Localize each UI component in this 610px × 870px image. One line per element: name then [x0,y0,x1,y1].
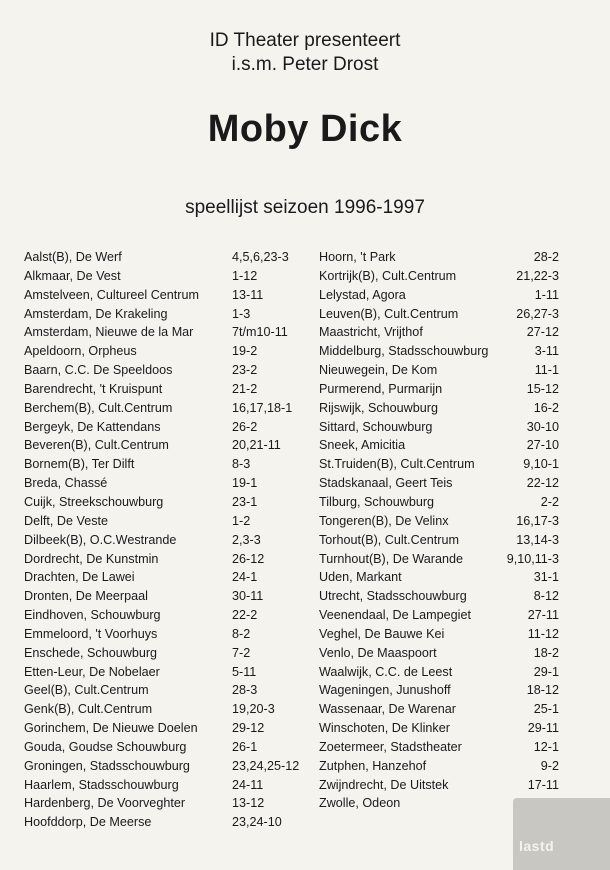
schedule-row [24,399,294,418]
performance-dates: 26-2 [232,419,258,434]
venue-name: Tongeren(B), De Velinx [319,513,449,528]
copresenter-line: i.s.m. Peter Drost [231,54,379,75]
venue-name: Cuijk, Streekschouwburg [24,494,164,509]
schedule-row [24,776,294,795]
performance-dates: 9,10,11-3 [506,551,559,566]
performance-dates: 26-1 [232,739,258,754]
performance-dates: 3-11 [534,344,559,359]
schedule-row [24,719,294,738]
performance-dates: 19-2 [232,344,258,359]
venue-name: Alkmaar, De Vest [24,268,121,283]
schedule-row [24,757,300,776]
schedule-column-right [319,248,559,813]
performance-dates: 8-12 [533,589,559,604]
schedule-row [24,625,294,644]
performance-dates: 15-12 [526,381,559,396]
performance-dates: 25-1 [533,702,559,717]
schedule-row [24,606,294,625]
schedule-row [319,361,559,380]
venue-name: Dilbeek(B), O.C.Westrande [24,532,177,547]
schedule-row [319,606,559,625]
venue-name: Apeldoorn, Orpheus [24,344,137,359]
schedule-row [24,267,294,286]
performance-dates: 28-3 [232,683,258,698]
schedule-row [319,305,559,324]
performance-dates: 31-1 [533,570,559,585]
performance-dates: 20,21-11 [232,438,281,453]
venue-name: Geel(B), Cult.Centrum [24,683,149,698]
schedule-row [24,323,294,342]
venue-name: Rijswijk, Schouwburg [319,400,438,415]
schedule-row [319,719,559,738]
schedule-row [24,587,294,606]
schedule-column-left [24,248,300,832]
venue-name: Leuven(B), Cult.Centrum [319,306,459,321]
schedule-row [24,550,294,569]
performance-dates: 2-2 [540,494,559,509]
schedule-row [24,418,294,437]
schedule-row [319,550,559,569]
venue-name: Genk(B), Cult.Centrum [24,702,153,717]
schedule-row [319,455,559,474]
schedule-row [24,455,294,474]
venue-name: Emmeloord, 't Voorhuys [24,626,158,641]
schedule-row [24,361,294,380]
performance-dates: 7-2 [232,645,251,660]
schedule-row [319,267,559,286]
venue-name: Veenendaal, De Lampegiet [319,608,471,623]
schedule-row [24,794,294,813]
schedule-row [24,644,294,663]
page-subtitle: speellijst seizoen 1996-1997 [185,197,425,218]
schedule-row [24,813,294,832]
venue-name: Delft, De Veste [24,513,108,528]
venue-name: Amsterdam, De Krakeling [24,306,168,321]
performance-dates: 29-11 [527,721,559,736]
schedule-row [319,663,559,682]
schedule-row [24,474,294,493]
schedule-row [24,305,294,324]
performance-dates: 26,27-3 [516,306,559,321]
performance-dates: 8-3 [232,457,251,472]
schedule-row [24,681,294,700]
venue-name: Bergeyk, De Kattendans [24,419,161,434]
venue-name: Haarlem, Stadsschouwburg [24,777,179,792]
schedule-row [319,493,559,512]
performance-dates: 16,17,18-1 [232,400,293,415]
schedule-row [319,474,559,493]
page-title: Moby Dick [207,108,403,150]
performance-dates: 27-10 [526,438,559,453]
schedule-row [24,700,294,719]
venue-name: Bornem(B), Ter Dilft [24,457,135,472]
venue-name: Nieuwegein, De Kom [319,363,438,378]
venue-name: Sittard, Schouwburg [319,419,433,434]
schedule-row [24,568,294,587]
schedule-row [319,700,559,719]
venue-name: Barendrecht, 't Kruispunt [24,381,163,396]
venue-name: Dordrecht, De Kunstmin [24,551,159,566]
performance-dates: 16,17-3 [516,513,559,528]
schedule-row [24,286,294,305]
schedule-row [319,625,559,644]
performance-dates: 13-11 [232,287,264,302]
performance-dates: 30-10 [526,419,559,434]
performance-dates: 7t/m10-11 [232,325,288,340]
performance-dates: 29-12 [232,721,265,736]
schedule-row [319,323,559,342]
schedule-row [319,531,559,550]
performance-dates: 24-11 [232,777,264,792]
watermark-logo-text: lastd [519,838,555,854]
venue-name: Hardenberg, De Voorveghter [24,796,186,811]
schedule-row [319,757,559,776]
schedule-row [319,286,559,305]
schedule-row [24,738,294,757]
performance-dates: 19-1 [232,476,258,491]
schedule-row [24,248,294,267]
venue-name: Maastricht, Vrijthof [319,325,423,340]
performance-dates: 9-2 [540,758,559,773]
venue-name: Gorinchem, De Nieuwe Doelen [24,721,198,736]
schedule-row [319,248,559,267]
venue-name: Berchem(B), Cult.Centrum [24,400,173,415]
venue-name: Hoofddorp, De Meerse [24,815,152,830]
schedule-row [24,663,294,682]
venue-name: Aalst(B), De Werf [24,250,122,264]
schedule-row [319,587,559,606]
performance-dates: 1-2 [232,513,251,528]
performance-dates: 24-1 [232,570,258,585]
performance-dates: 22-12 [526,476,559,491]
venue-name: Wageningen, Junushoff [319,683,451,698]
venue-name: Lelystad, Agora [319,287,406,302]
venue-name: Amstelveen, Cultureel Centrum [24,287,199,302]
schedule-row [24,436,294,455]
performance-dates: 8-2 [232,626,251,641]
schedule-row [24,342,294,361]
venue-name: Baarn, C.C. De Speeldoos [24,363,173,378]
schedule-row [319,418,559,437]
schedule-row [24,493,294,512]
performance-dates: 27-11 [527,608,559,623]
venue-name: Wassenaar, De Warenar [319,702,456,717]
venue-name: St.Truiden(B), Cult.Centrum [319,457,475,472]
performance-dates: 1-11 [534,287,559,302]
performance-dates: 23,24-10 [232,815,282,830]
performance-dates: 28-2 [533,250,559,264]
venue-name: Zutphen, Hanzehof [319,758,427,773]
venue-name: Sneek, Amicitia [319,438,406,453]
schedule-row [319,738,559,757]
performance-dates: 12-1 [533,739,559,754]
schedule-row [319,644,559,663]
schedule-row [24,512,294,531]
venue-name: Amsterdam, Nieuwe de la Mar [24,325,194,340]
presenter-line: ID Theater presenteert [209,30,401,51]
performance-dates: 5-11 [232,664,257,679]
venue-name: Zwolle, Odeon [319,796,401,811]
venue-name: Hoorn, 't Park [319,250,396,264]
performance-dates: 21,22-3 [516,268,559,283]
performance-dates: 29-1 [533,664,559,679]
schedule-row [319,436,559,455]
venue-name: Drachten, De Lawei [24,570,135,585]
schedule-row [319,380,559,399]
venue-name: Zoetermeer, Stadstheater [319,739,462,754]
performance-dates: 19,20-3 [232,702,275,717]
performance-dates: 17-11 [527,777,559,792]
schedule-row [319,681,559,700]
venue-name: Eindhoven, Schouwburg [24,608,161,623]
schedule-row [319,568,559,587]
venue-name: Groningen, Stadsschouwburg [24,758,190,773]
venue-name: Uden, Markant [319,570,402,585]
venue-name: Venlo, De Maaspoort [319,645,437,660]
venue-name: Breda, Chassé [24,476,108,491]
performance-dates: 13-12 [232,796,265,811]
schedule-row [319,342,559,361]
performance-dates: 27-12 [526,325,559,340]
venue-name: Enschede, Schouwburg [24,645,158,660]
schedule-row [319,776,559,795]
venue-name: Gouda, Goudse Schouwburg [24,739,187,754]
venue-name: Stadskanaal, Geert Teis [319,476,453,491]
performance-dates: 11-12 [527,626,559,641]
performance-dates: 1-3 [232,306,251,321]
performance-dates: 4,5,6,23-3 [232,250,289,264]
venue-name: Etten-Leur, De Nobelaer [24,664,160,679]
performance-dates: 26-12 [232,551,265,566]
venue-name: Torhout(B), Cult.Centrum [319,532,459,547]
performance-dates: 2,3-3 [232,532,261,547]
venue-name: Purmerend, Purmarijn [319,381,443,396]
venue-name: Tilburg, Schouwburg [319,494,435,509]
performance-dates: 11-1 [534,363,559,378]
venue-name: Waalwijk, C.C. de Leest [319,664,453,679]
performance-dates: 23,24,25-12 [232,758,300,773]
schedule-row [319,399,559,418]
venue-name: Middelburg, Stadsschouwburg [319,344,489,359]
schedule-row [24,531,294,550]
performance-dates: 16-2 [533,400,559,415]
performance-dates: 18-12 [526,683,559,698]
performance-dates: 18-2 [533,645,559,660]
schedule-row [24,380,294,399]
watermark-logo [513,798,610,870]
venue-name: Kortrijk(B), Cult.Centrum [319,268,457,283]
venue-name: Dronten, De Meerpaal [24,589,148,604]
venue-name: Turnhout(B), De Warande [319,551,463,566]
performance-dates: 13,14-3 [516,532,559,547]
performance-dates: 21-2 [232,381,258,396]
schedule-row [319,512,559,531]
performance-dates: 9,10-1 [523,457,559,472]
venue-name: Winschoten, De Klinker [319,721,450,736]
performance-dates: 23-2 [232,363,258,378]
performance-dates: 23-1 [232,494,258,509]
performance-dates: 22-2 [232,608,258,623]
performance-dates: 1-12 [232,268,258,283]
venue-name: Utrecht, Stadsschouwburg [319,589,467,604]
venue-name: Zwijndrecht, De Uitstek [319,777,449,792]
performance-dates: 30-11 [232,589,264,604]
venue-name: Beveren(B), Cult.Centrum [24,438,169,453]
venue-name: Veghel, De Bauwe Kei [319,626,445,641]
